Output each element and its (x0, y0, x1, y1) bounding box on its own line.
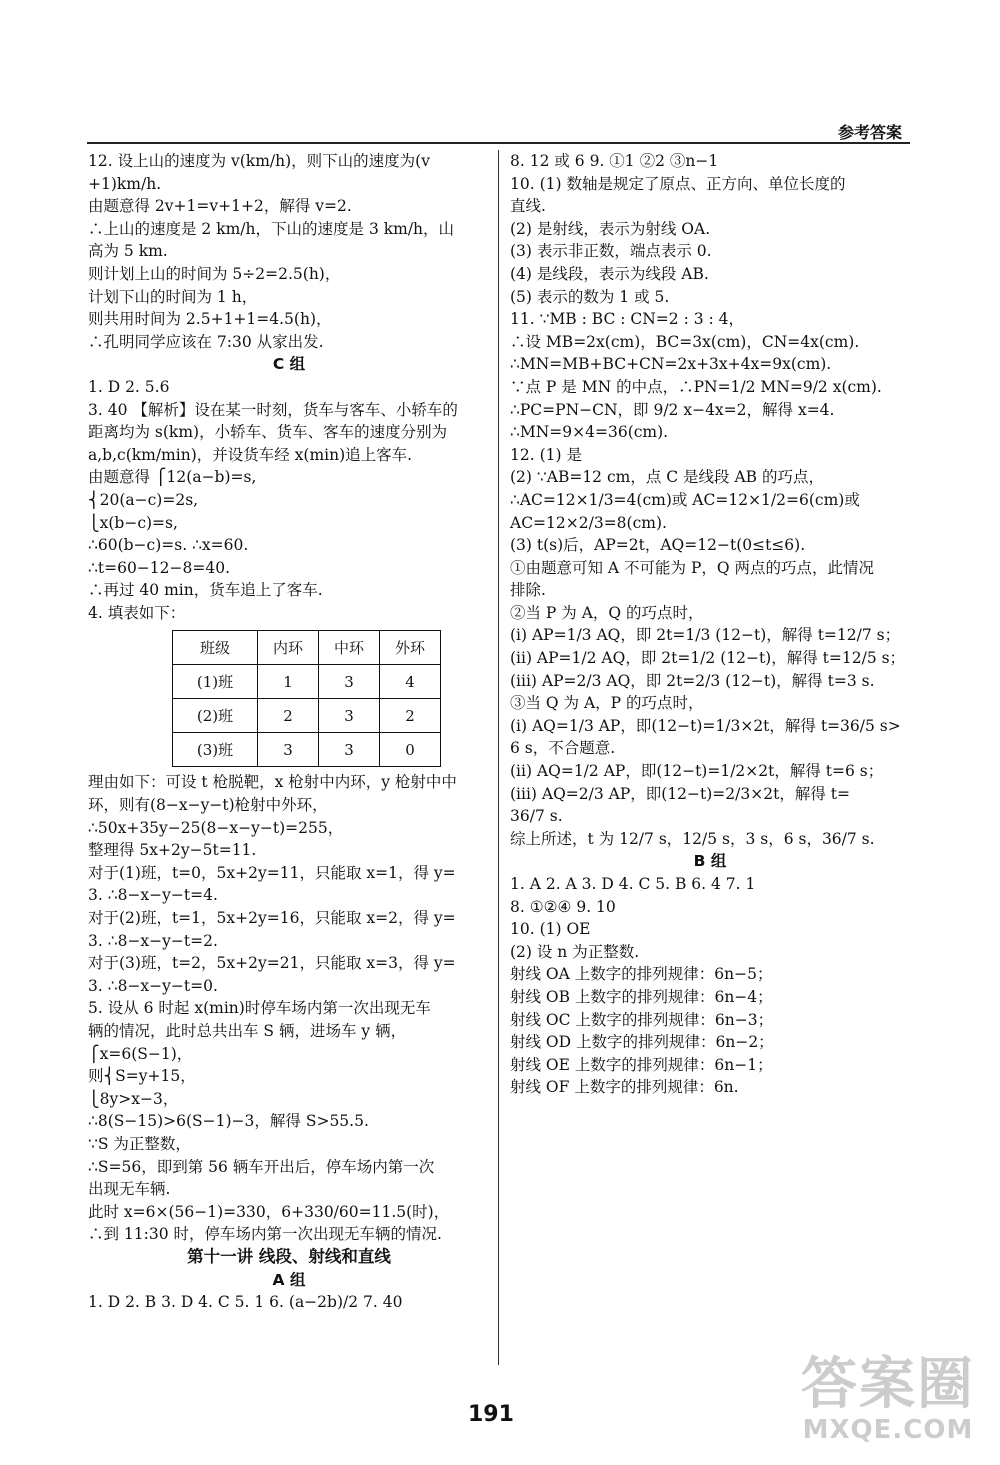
section-heading-a: A 组 (272, 1270, 306, 1289)
table-cell: 4 (380, 665, 441, 699)
text-line: 1. A 2. A 3. D 4. C 5. B 6. 4 7. 1 (510, 875, 756, 893)
lecture-title: 第十一讲 线段、射线和直线 (187, 1246, 391, 1266)
text-line: 射线 OC 上数字的排列规律：6n−3； (510, 1010, 774, 1029)
text-line: 11. ∵MB : BC : CN=2 : 3 : 4， (510, 310, 745, 329)
page-number: 191 (468, 1402, 514, 1427)
text-line: ③当 Q 为 A，P 的巧点时， (510, 694, 704, 713)
text-line: AC=12×2/3=8(cm). (510, 513, 667, 532)
text-line: ∴到 11:30 时，停车场内第一次出现无车辆的情况. (88, 1225, 442, 1244)
text-line: 射线 OD 上数字的排列规律：6n−2； (510, 1033, 774, 1052)
right-column (510, 150, 910, 1099)
text-line: ∵点 P 是 MN 的中点，∴PN=1/2 MN=9/2 x(cm). (510, 377, 882, 396)
text-line: 对于(2)班，t=1，5x+2y=16，只能取 x=2，得 y= (88, 909, 456, 928)
table-cell: 3 (319, 699, 380, 733)
text-line: 12. 设上山的速度为 v(km/h)，则下山的速度为(v (88, 152, 430, 170)
text-line: 射线 OE 上数字的排列规律：6n−1； (510, 1055, 773, 1074)
text-line: ∴设 MB=2x(cm)，BC=3x(cm)，CN=4x(cm). (510, 332, 860, 351)
text-line: 辆的情况，此时总共出车 S 辆，进场车 y 辆， (88, 1022, 407, 1040)
header-title: 参考答案 (837, 123, 902, 142)
header-rule (87, 142, 910, 144)
text-line: +1)km/h. (88, 174, 162, 193)
text-line: 由题意得 2v+1=v+1+2，解得 v=2. (88, 197, 352, 216)
table-header-cell: 班级 (173, 631, 258, 665)
table-cell: 3 (319, 665, 380, 699)
text-line: ∵S 为正整数， (88, 1134, 191, 1153)
table-row (173, 699, 441, 733)
text-line: 排除. (510, 581, 546, 600)
text-line: 3. 40 【解析】设在某一时刻，货车与客车、小轿车的 (88, 400, 458, 419)
text-line: 6 s，不合题意. (510, 739, 616, 758)
table-cell: 0 (380, 733, 441, 767)
text-line: (2) 设 n 为正整数. (510, 942, 640, 961)
text-line: (2) 是射线，表示为射线 OA. (510, 219, 711, 238)
text-line: ∴t=60−12−8=40. (88, 558, 230, 577)
table-row (173, 665, 441, 699)
text-line: (3) t(s)后，AP=2t，AQ=12−t(0≤t≤6). (510, 536, 806, 555)
text-line: (3) 表示非正数，端点表示 0. (510, 242, 712, 261)
text-line: 5. 设从 6 时起 x(min)时停车场内第一次出现无车 (88, 999, 431, 1018)
equation-line: 由题意得 ⎧12(a−b)=s, (88, 468, 257, 487)
text-line: 4. 填表如下： (88, 603, 186, 622)
table-header-cell: 中环 (319, 631, 380, 665)
text-line: 距离均为 s(km)，小轿车、货车、客车的速度分别为 (88, 423, 448, 442)
text-line: (ii) AP=1/2 AQ，即 2t=1/2 (12−t)，解得 t=12/5 s； (510, 649, 906, 668)
text-line: 8. 12 或 6 9. ①1 ②2 ③n−1 (510, 152, 719, 170)
table-cell: 3 (319, 733, 380, 767)
text-line: (iii) AQ=2/3 AP，即(12−t)=2/3×2t，解得 t= (510, 784, 850, 803)
text-line: 10. (1) OE (510, 920, 591, 939)
text-line: ∴PC=PN−CN，即 9/2 x−4x=2，解得 x=4. (510, 400, 835, 419)
text-line: ∴AC=12×1/3=4(cm)或 AC=12×1/2=6(cm)或 (510, 490, 860, 509)
text-line: (i) AP=1/3 AQ，即 2t=1/3 (12−t)，解得 t=12/7 s； (510, 626, 901, 645)
text-line: ∴S=56，即到第 56 辆车开出后，停车场内第一次 (88, 1157, 435, 1176)
equation-line: 则⎨S=y+15， (88, 1067, 196, 1086)
text-line: 出现无车辆. (88, 1180, 171, 1199)
table-cell: (1)班 (173, 665, 258, 699)
equation-line: ⎨20(a−c)=2s, (88, 490, 199, 509)
text-line: 则共用时间为 2.5+1+1=4.5(h)， (88, 310, 332, 329)
text-line: 3. ∴8−x−y−t=4. (88, 886, 218, 905)
text-line: (4) 是线段，表示为线段 AB. (510, 264, 709, 283)
column-divider (498, 150, 499, 1365)
watermark-url: MXQE.COM (802, 1415, 974, 1445)
table-header-cell: 内环 (258, 631, 319, 665)
text-line: 环，则有(8−x−y−t)枪射中外环， (88, 796, 328, 815)
text-line: ②当 P 为 A，Q 的巧点时， (510, 603, 704, 622)
text-line: ∴MN=MB+BC+CN=2x+3x+4x=9x(cm). (510, 355, 832, 374)
table-cell: 1 (258, 665, 319, 699)
text-line: 理由如下：可设 t 枪脱靶，x 枪射中内环，y 枪射中中 (88, 773, 457, 792)
text-line: (iii) AP=2/3 AQ，即 2t=2/3 (12−t)，解得 t=3 s. (510, 671, 875, 690)
table-header-row (173, 631, 441, 665)
text-line: 射线 OF 上数字的排列规律：6n. (510, 1078, 739, 1097)
text-line: 整理得 5x+2y−5t=11. (88, 841, 257, 860)
equation-line: ⎧x=6(S−1)， (88, 1044, 193, 1063)
table-cell: 2 (258, 699, 319, 733)
score-table (172, 630, 441, 767)
equation-line: ⎩8y>x−3， (88, 1089, 179, 1108)
table-cell: (2)班 (173, 699, 258, 733)
text-line: 1. D 2. 5.6 (88, 377, 170, 396)
text-line: 1. D 2. B 3. D 4. C 5. 1 6. (a−2b)/2 7. 40 (88, 1293, 403, 1312)
text-line: ∴上山的速度是 2 km/h，下山的速度是 3 km/h，山 (88, 219, 455, 238)
text-line: ∴孔明同学应该在 7:30 从家出发. (88, 332, 324, 351)
text-line: (ii) AQ=1/2 AP，即(12−t)=1/2×2t，解得 t=6 s； (510, 762, 884, 781)
table-cell: (3)班 (173, 733, 258, 767)
watermark-logo (801, 1352, 975, 1445)
text-line: a,b,c(km/min)，并设货车经 x(min)追上客车. (88, 445, 413, 464)
text-line: (i) AQ=1/3 AP，即(12−t)=1/3×2t，解得 t=36/5 s> (510, 716, 901, 735)
section-heading-b: B 组 (693, 852, 727, 871)
text-line: 8. ①②④ 9. 10 (510, 897, 616, 916)
text-line: ∴再过 40 min，货车追上了客车. (88, 581, 323, 600)
section-heading-c: C 组 (272, 355, 306, 374)
text-line: 此时 x=6×(56−1)=330，6+330/60=11.5(时)， (88, 1202, 450, 1221)
text-line: (5) 表示的数为 1 或 5. (510, 287, 670, 306)
text-line: 综上所述，t 为 12/7 s，12/5 s，3 s，6 s，36/7 s. (510, 829, 875, 848)
text-line: 直线. (510, 197, 546, 216)
table-cell: 2 (380, 699, 441, 733)
table-row (173, 733, 441, 767)
text-line: 12. (1) 是 (510, 445, 582, 464)
text-line: 36/7 s. (510, 807, 563, 826)
text-line: 对于(3)班，t=2，5x+2y=21，只能取 x=3，得 y= (88, 954, 456, 973)
text-line: 高为 5 km. (88, 242, 168, 261)
left-column (88, 150, 490, 1314)
equation-line: ⎩x(b−c)=s, (88, 513, 178, 532)
text-line: ∴50x+35y−25(8−x−y−t)=255， (88, 818, 344, 837)
text-line: 射线 OB 上数字的排列规律：6n−4； (510, 987, 773, 1006)
text-line: 3. ∴8−x−y−t=0. (88, 976, 218, 995)
text-line: 射线 OA 上数字的排列规律：6n−5； (510, 965, 773, 984)
text-line: 3. ∴8−x−y−t=2. (88, 931, 218, 950)
text-line: 对于(1)班，t=0，5x+2y=11，只能取 x=1，得 y= (88, 863, 456, 882)
text-line: ①由题意可知 A 不可能为 P，Q 两点的巧点，此情况 (510, 558, 875, 577)
text-line: ∴MN=9×4=36(cm). (510, 423, 669, 442)
table-header-cell: 外环 (380, 631, 441, 665)
watermark-text: 答案圈 (801, 1352, 975, 1417)
text-line: 则计划上山的时间为 5÷2=2.5(h)， (88, 264, 341, 283)
text-line: (2) ∵AB=12 cm，点 C 是线段 AB 的巧点， (510, 468, 824, 487)
text-line: 10. (1) 数轴是规定了原点、正方向、单位长度的 (510, 174, 846, 193)
text-line: ∴60(b−c)=s. ∴x=60. (88, 536, 249, 555)
table-cell: 3 (258, 733, 319, 767)
text-line: ∴8(S−15)>6(S−1)−3，解得 S>55.5. (88, 1112, 369, 1131)
text-line: 计划下山的时间为 1 h， (88, 287, 258, 306)
